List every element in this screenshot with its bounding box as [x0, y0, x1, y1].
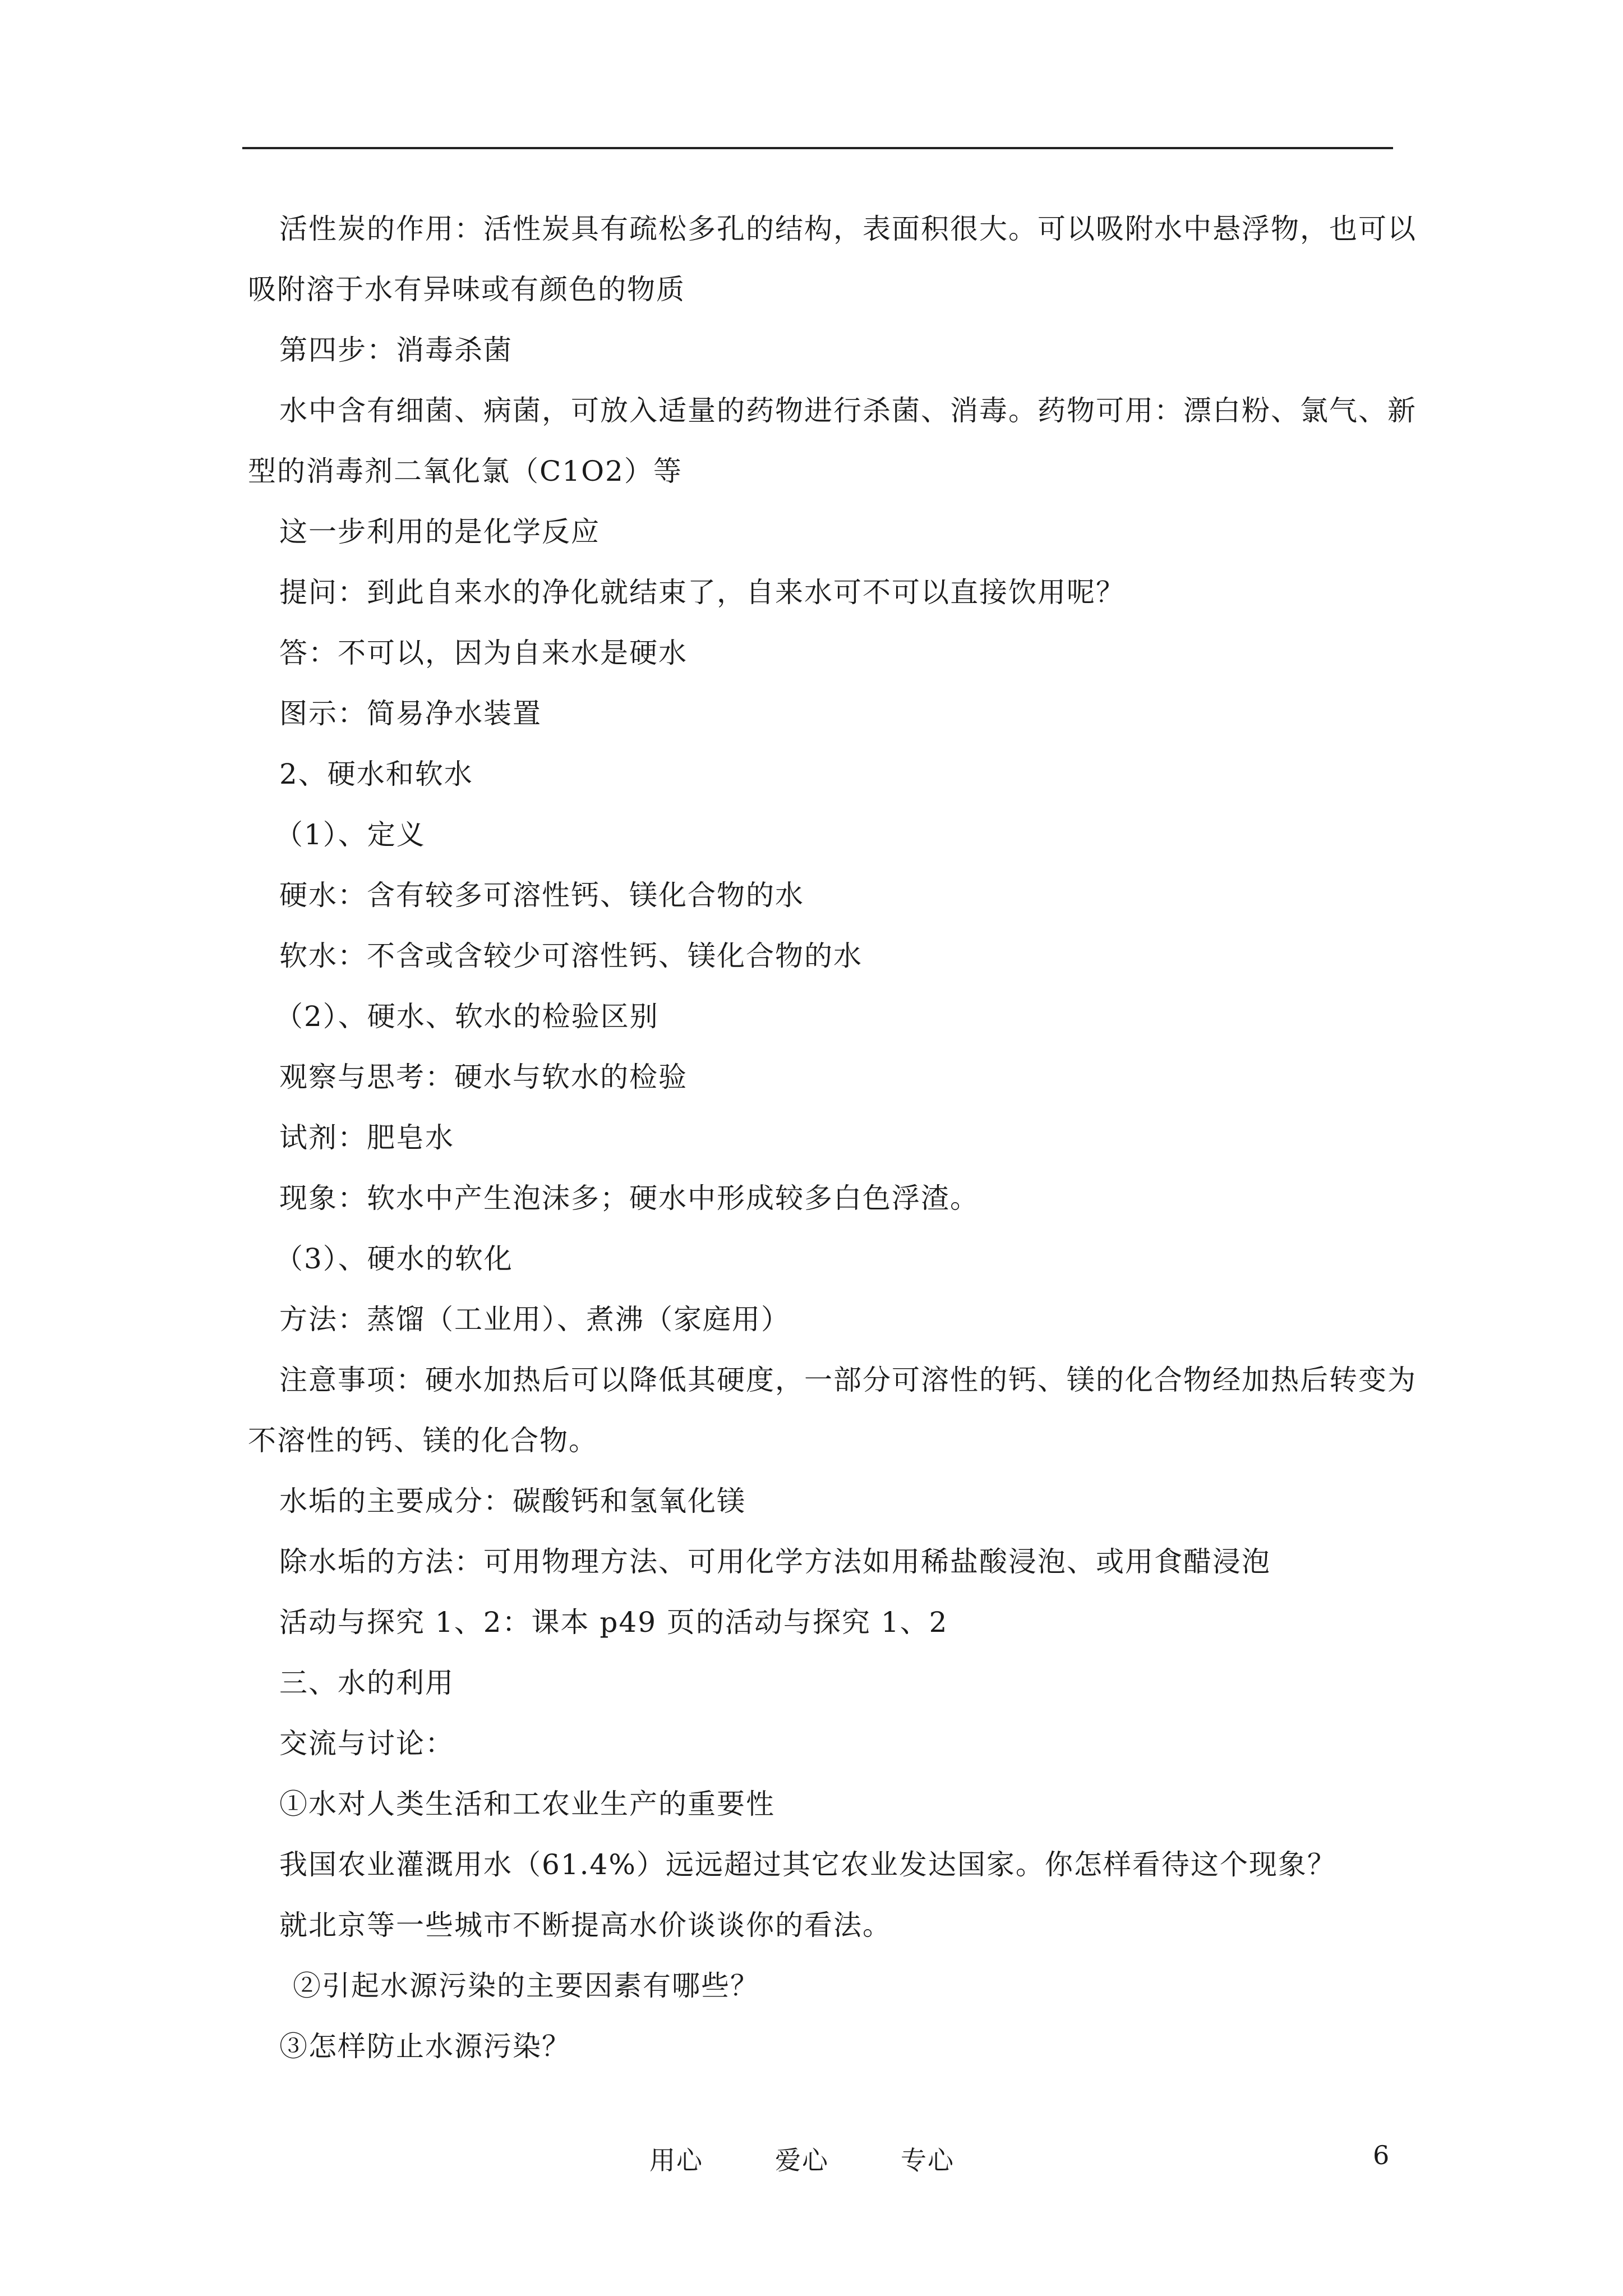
footer-motto-word: 爱心	[775, 2145, 829, 2175]
subsection-heading: （3）、硬水的软化	[275, 1243, 513, 1275]
paragraph-line: 水中含有细菌、病菌，可放入适量的药物进行杀菌、消毒。药物可用：漂白粉、氯气、新	[279, 394, 1417, 427]
paragraph-line: 注意事项：硬水加热后可以降低其硬度，一部分可溶性的钙、镁的化合物经加热后转变为	[279, 1364, 1417, 1396]
paragraph-line: ②引起水源污染的主要因素有哪些？	[293, 1970, 759, 2002]
paragraph-line: 软水：不含或含较少可溶性钙、镁化合物的水	[279, 940, 863, 972]
paragraph-line: ①水对人类生活和工农业生产的重要性	[279, 1788, 775, 1820]
paragraph-line: 第四步：消毒杀菌	[279, 334, 513, 366]
paragraph-line: 活性炭的作用：活性炭具有疏松多孔的结构，表面积很大。可以吸附水中悬浮物，也可以	[279, 213, 1417, 245]
paragraph-line: 除水垢的方法：可用物理方法、可用化学方法如用稀盐酸浸泡、或用食醋浸泡	[279, 1545, 1271, 1578]
paragraph-line: 活动与探究 1、2：课本 p49 页的活动与探究 1、2	[279, 1606, 948, 1639]
footer-motto	[649, 2140, 1026, 2177]
paragraph-line: 水垢的主要成分：碳酸钙和氢氧化镁	[279, 1485, 746, 1517]
header-rule	[242, 147, 1393, 149]
paragraph-line: 交流与讨论：	[279, 1727, 454, 1760]
paragraph-line: 提问：到此自来水的净化就结束了，自来水可不可以直接饮用呢？	[279, 576, 1125, 609]
paragraph-line: ③怎样防止水源污染？	[279, 2030, 571, 2063]
paragraph-line: 这一步利用的是化学反应	[279, 516, 600, 548]
paragraph-line: 现象：软水中产生泡沫多；硬水中形成较多白色浮渣。	[279, 1182, 979, 1214]
paragraph-line: 我国农业灌溉用水（61.4%）远远超过其它农业发达国家。你怎样看待这个现象？	[279, 1848, 1336, 1881]
paragraph-line: 型的消毒剂二氧化氯（C1O2）等	[248, 455, 683, 487]
paragraph-line: 方法：蒸馏（工业用）、煮沸（家庭用）	[279, 1303, 790, 1336]
paragraph-line: 就北京等一些城市不断提高水价谈谈你的看法。	[279, 1909, 892, 1941]
paragraph-line: 答：不可以，因为自来水是硬水	[279, 637, 688, 669]
subsection-heading: （1）、定义	[275, 818, 426, 851]
paragraph-line: 观察与思考：硬水与软水的检验	[279, 1061, 688, 1093]
page-number: 6	[1373, 2140, 1390, 2170]
document-body	[248, 208, 1417, 2086]
section-heading: 三、水的利用	[279, 1667, 454, 1699]
section-heading: 2、硬水和软水	[279, 758, 473, 790]
paragraph-line: 图示：简易净水装置	[279, 697, 542, 730]
footer-motto-word: 专心	[901, 2145, 955, 2175]
subsection-heading: （2）、硬水、软水的检验区别	[275, 1000, 659, 1033]
paragraph-line: 试剂：肥皂水	[279, 1121, 454, 1154]
paragraph-line: 硬水：含有较多可溶性钙、镁化合物的水	[279, 879, 804, 912]
paragraph-line: 吸附溶于水有异味或有颜色的物质	[248, 273, 685, 306]
paragraph-line: 不溶性的钙、镁的化合物。	[248, 1424, 598, 1457]
footer-motto-word: 用心	[649, 2145, 703, 2175]
